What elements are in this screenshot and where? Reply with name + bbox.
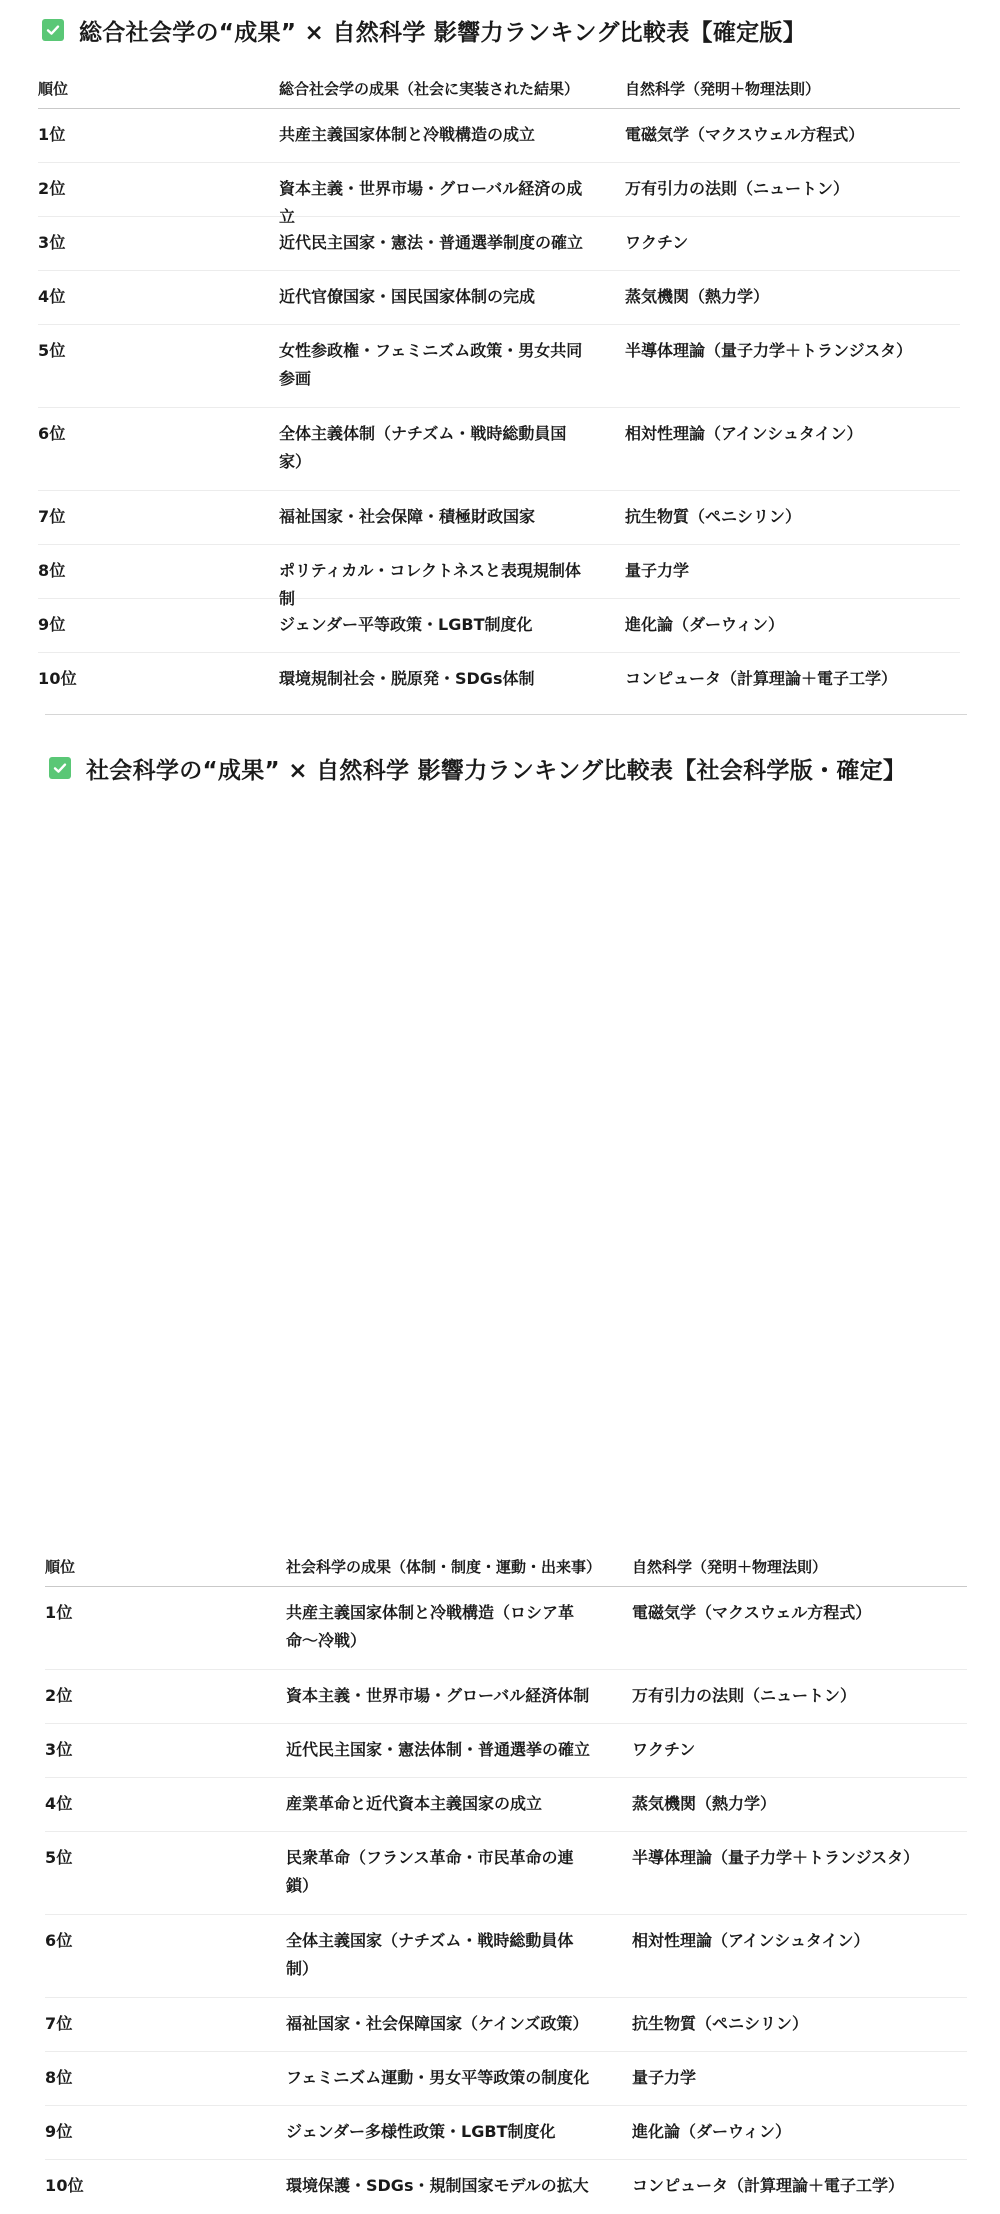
social-cell: フェミニズム運動・男女平等政策の制度化: [286, 2068, 590, 2087]
table-row: [45, 1724, 967, 1778]
rank-cell: 4位: [38, 287, 66, 306]
science-cell: ワクチン: [632, 1740, 696, 1759]
social-cell: 全体主義国家（ナチズム・戦時総動員体制）: [286, 1931, 574, 1978]
science-cell: 進化論（ダーウィン）: [625, 615, 785, 634]
table-row: [45, 1587, 967, 1670]
check-box-icon: [49, 757, 71, 779]
social-cell: 全体主義体制（ナチズム・戦時総動員国家）: [279, 424, 567, 471]
table-row: [45, 1778, 967, 1832]
table-row: [45, 2052, 967, 2106]
social-cell: 福祉国家・社会保障・積極財政国家: [279, 507, 536, 526]
rank-cell: 9位: [38, 615, 66, 634]
science-cell: コンピュータ（計算理論＋電子工学）: [625, 669, 898, 688]
science-cell: コンピュータ（計算理論＋電子工学）: [632, 2176, 905, 2195]
rank-cell: 7位: [45, 2014, 73, 2033]
social-cell: 民衆革命（フランス革命・市民革命の連鎖）: [286, 1848, 574, 1895]
rank-cell: 6位: [38, 424, 66, 443]
header-social-science: 総合社会学の成果（社会に実装された結果）: [279, 80, 580, 98]
social-cell: 資本主義・世界市場・グローバル経済の成立: [279, 179, 583, 226]
rank-cell: 8位: [38, 561, 66, 580]
social-cell: ジェンダー平等政策・LGBT制度化: [279, 615, 533, 634]
section-title: 総合社会学の“成果” × 自然科学 影響力ランキング比較表【確定版】: [79, 19, 807, 46]
section-divider: [45, 714, 967, 715]
rank-cell: 4位: [45, 1794, 73, 1813]
table-row: [45, 2160, 967, 2214]
science-cell: 半導体理論（量子力学＋トランジスタ）: [632, 1848, 920, 1867]
science-cell: 電磁気学（マクスウェル方程式）: [632, 1603, 872, 1622]
rank-cell: 2位: [45, 1686, 73, 1705]
social-cell: 共産主義国家体制と冷戦構造（ロシア革命〜冷戦）: [286, 1603, 575, 1650]
table-row: [38, 109, 960, 163]
social-cell: 近代官僚国家・国民国家体制の完成: [279, 287, 536, 306]
table-row: [38, 408, 960, 491]
table-row: [45, 2106, 967, 2160]
table-row: [38, 271, 960, 325]
check-box-icon: [42, 19, 64, 41]
section-title-row: [49, 750, 906, 786]
science-cell: 抗生物質（ペニシリン）: [625, 507, 802, 526]
rank-cell: 3位: [45, 1740, 73, 1759]
table-row: [45, 1832, 967, 1915]
social-cell: ポリティカル・コレクトネスと表現規制体制: [279, 561, 581, 608]
social-cell: ジェンダー多様性政策・LGBT制度化: [286, 2122, 556, 2141]
science-cell: ワクチン: [625, 233, 689, 252]
header-rank: 順位: [45, 1558, 76, 1576]
header-social-science: 社会科学の成果（体制・制度・運動・出来事）: [286, 1558, 602, 1576]
table-header-row: [45, 1534, 967, 1587]
science-cell: 進化論（ダーウィン）: [632, 2122, 792, 2141]
social-cell: 近代民主国家・憲法・普通選挙制度の確立: [279, 233, 584, 252]
rank-cell: 3位: [38, 233, 66, 252]
social-cell: 福祉国家・社会保障国家（ケインズ政策）: [286, 2014, 589, 2033]
social-cell: 共産主義国家体制と冷戦構造の成立: [279, 125, 536, 144]
science-cell: 量子力学: [625, 561, 690, 580]
science-cell: 蒸気機関（熱力学）: [625, 287, 770, 306]
table-row: [45, 1998, 967, 2052]
science-cell: 蒸気機関（熱力学）: [632, 1794, 777, 1813]
table-row: [38, 325, 960, 408]
rank-cell: 7位: [38, 507, 66, 526]
rank-cell: 9位: [45, 2122, 73, 2141]
science-cell: 相対性理論（アインシュタイン）: [625, 424, 863, 443]
table-row: [38, 217, 960, 271]
rank-cell: 5位: [45, 1848, 73, 1867]
section-title: 社会科学の“成果” × 自然科学 影響力ランキング比較表【社会科学版・確定】: [86, 757, 907, 784]
rank-cell: 5位: [38, 341, 66, 360]
rank-cell: 10位: [38, 669, 77, 688]
ranking-table: [38, 56, 960, 707]
table-row: [45, 1670, 967, 1724]
rank-cell: 1位: [45, 1603, 73, 1622]
social-cell: 女性参政権・フェミニズム政策・男女共同参画: [279, 341, 583, 388]
header-rank: 順位: [38, 80, 69, 98]
science-cell: 万有引力の法則（ニュートン）: [625, 179, 850, 198]
table-row: [38, 653, 960, 707]
section-title-row: [42, 12, 806, 48]
social-cell: 環境保護・SDGs・規制国家モデルの拡大: [286, 2176, 589, 2195]
rank-cell: 8位: [45, 2068, 73, 2087]
science-cell: 万有引力の法則（ニュートン）: [632, 1686, 857, 1705]
ranking-table: [45, 1534, 967, 2214]
header-natural-science: 自然科学（発明＋物理法則）: [632, 1558, 828, 1576]
table-row: [38, 599, 960, 653]
rank-cell: 1位: [38, 125, 66, 144]
social-cell: 産業革命と近代資本主義国家の成立: [286, 1794, 543, 1813]
science-cell: 相対性理論（アインシュタイン）: [632, 1931, 870, 1950]
header-natural-science: 自然科学（発明＋物理法則）: [625, 80, 821, 98]
rank-cell: 6位: [45, 1931, 73, 1950]
social-cell: 資本主義・世界市場・グローバル経済体制: [286, 1686, 590, 1705]
table-row: [38, 491, 960, 545]
social-cell: 近代民主国家・憲法体制・普通選挙の確立: [286, 1740, 591, 1759]
table-header-row: [38, 56, 960, 109]
table-row: [45, 1915, 967, 1998]
table-row: [38, 545, 960, 608]
rank-cell: 2位: [38, 179, 66, 198]
science-cell: 量子力学: [632, 2068, 697, 2087]
science-cell: 電磁気学（マクスウェル方程式）: [625, 125, 865, 144]
science-cell: 半導体理論（量子力学＋トランジスタ）: [625, 341, 913, 360]
table-row: [38, 163, 960, 226]
social-cell: 環境規制社会・脱原発・SDGs体制: [279, 669, 535, 688]
science-cell: 抗生物質（ペニシリン）: [632, 2014, 809, 2033]
rank-cell: 10位: [45, 2176, 84, 2195]
